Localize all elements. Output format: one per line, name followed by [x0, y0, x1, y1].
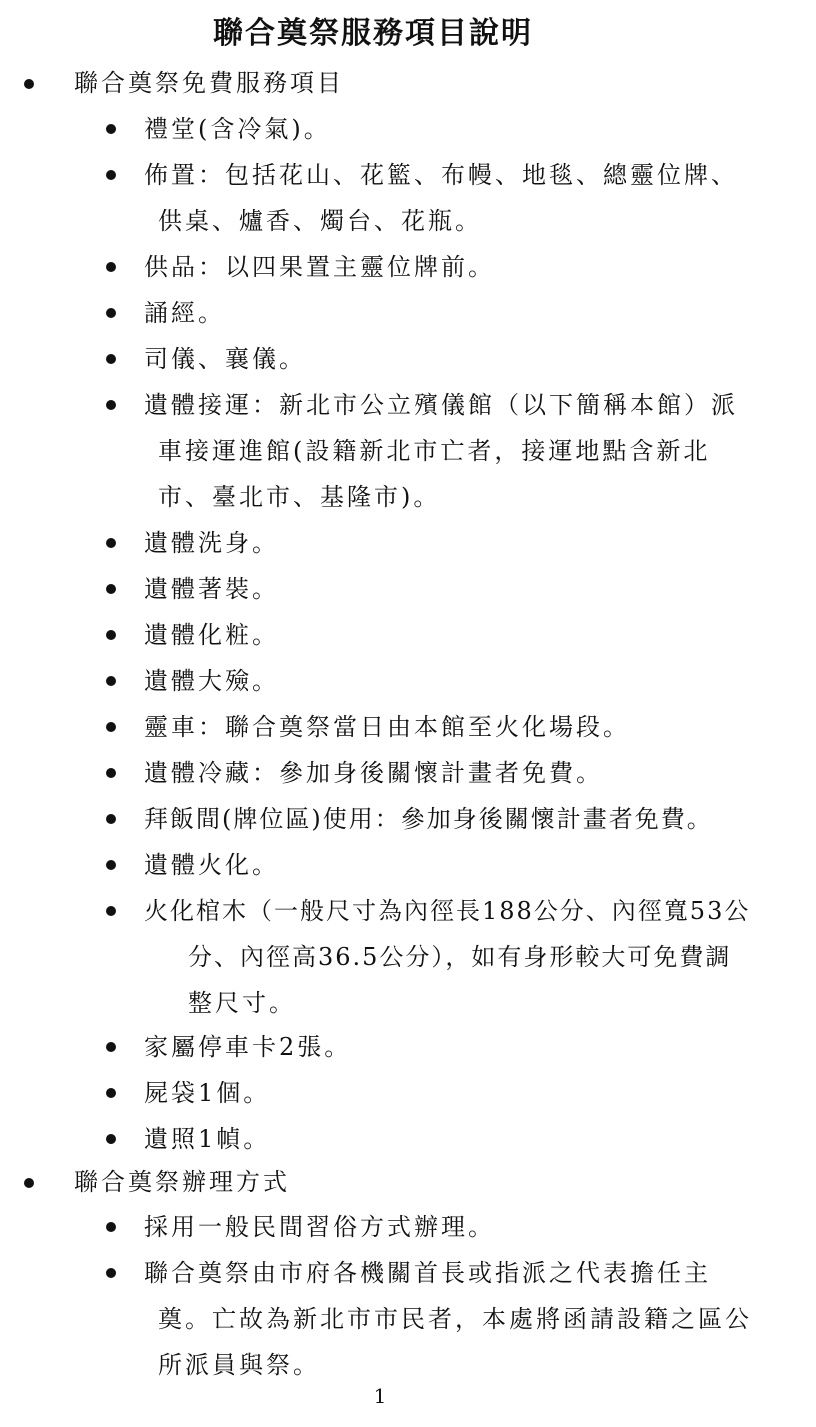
list-item-text-continued: 市、臺北市、基隆市)。	[158, 483, 441, 511]
page-number: 1	[373, 1384, 387, 1408]
bullet-icon	[106, 722, 116, 732]
list-item-text: 採用一般民間習俗方式辦理。	[144, 1213, 495, 1241]
list-item-text: 遺體洗身。	[144, 529, 279, 557]
section-heading-text: 聯合奠祭免費服務項目	[74, 69, 344, 97]
list-item-text-continued: 分、內徑高36.5公分），如有身形較大可免費調	[188, 943, 732, 971]
list-item-text: 拜飯間(牌位區)使用：參加身後關懷計畫者免費。	[144, 805, 713, 833]
section-heading-free-services	[0, 63, 816, 103]
list-item-text: 遺體大殮。	[144, 667, 279, 695]
section-heading-procedure	[0, 1162, 816, 1202]
list-item-text: 聯合奠祭由市府各機關首長或指派之代表擔任主	[144, 1259, 711, 1287]
list-item-text: 遺體化粧。	[144, 621, 279, 649]
bullet-icon	[106, 1134, 116, 1144]
bullet-icon	[106, 860, 116, 870]
bullet-icon	[106, 1268, 116, 1278]
page-title: 聯合奠祭服務項目說明	[213, 16, 533, 51]
bullet-icon	[106, 1222, 116, 1232]
list-item-text-continued: 奠。亡故為新北市市民者，本處將函請設籍之區公	[158, 1305, 752, 1333]
list-item-text: 遺照1幀。	[144, 1125, 271, 1153]
list-item-text: 家屬停車卡2張。	[144, 1033, 352, 1061]
list-item-text-continued: 整尺寸。	[188, 989, 296, 1017]
bullet-icon	[24, 1178, 34, 1188]
list-item-text: 遺體火化。	[144, 851, 279, 879]
bullet-icon	[24, 79, 34, 89]
bullet-icon	[106, 814, 116, 824]
bullet-icon	[106, 170, 116, 180]
section-heading-text: 聯合奠祭辦理方式	[74, 1168, 290, 1196]
list-item-text: 禮堂(含冷氣)。	[144, 115, 331, 143]
list-item-text-continued: 供桌、爐香、燭台、花瓶。	[158, 207, 482, 235]
list-item-text: 靈車：聯合奠祭當日由本館至火化場段。	[144, 713, 630, 741]
list-item-text-continued: 所派員與祭。	[158, 1351, 320, 1379]
bullet-icon	[106, 400, 116, 410]
bullet-icon	[106, 124, 116, 134]
bullet-icon	[106, 262, 116, 272]
list-item-text: 火化棺木（一般尺寸為內徑長188公分、內徑寬53公	[144, 897, 751, 925]
bullet-icon	[106, 538, 116, 548]
list-item-text: 誦經。	[144, 299, 225, 327]
bullet-icon	[106, 584, 116, 594]
list-item-text: 遺體接運：新北市公立殯儀館（以下簡稱本館）派	[144, 391, 738, 419]
list-item-text-continued: 車接運進館(設籍新北市亡者，接運地點含新北	[158, 437, 711, 465]
bullet-icon	[106, 676, 116, 686]
list-item-text: 佈置：包括花山、花籃、布幔、地毯、總靈位牌、	[144, 161, 738, 189]
bullet-icon	[106, 630, 116, 640]
bullet-icon	[106, 354, 116, 364]
list-item-text: 司儀、襄儀。	[144, 345, 306, 373]
list-item-text: 供品：以四果置主靈位牌前。	[144, 253, 495, 281]
bullet-icon	[106, 308, 116, 318]
bullet-icon	[106, 906, 116, 916]
list-item-text: 遺體著裝。	[144, 575, 279, 603]
bullet-icon	[106, 768, 116, 778]
list-item-text: 遺體冷藏：參加身後關懷計畫者免費。	[144, 759, 603, 787]
list-item-text: 屍袋1個。	[144, 1079, 271, 1107]
bullet-icon	[106, 1088, 116, 1098]
bullet-icon	[106, 1042, 116, 1052]
